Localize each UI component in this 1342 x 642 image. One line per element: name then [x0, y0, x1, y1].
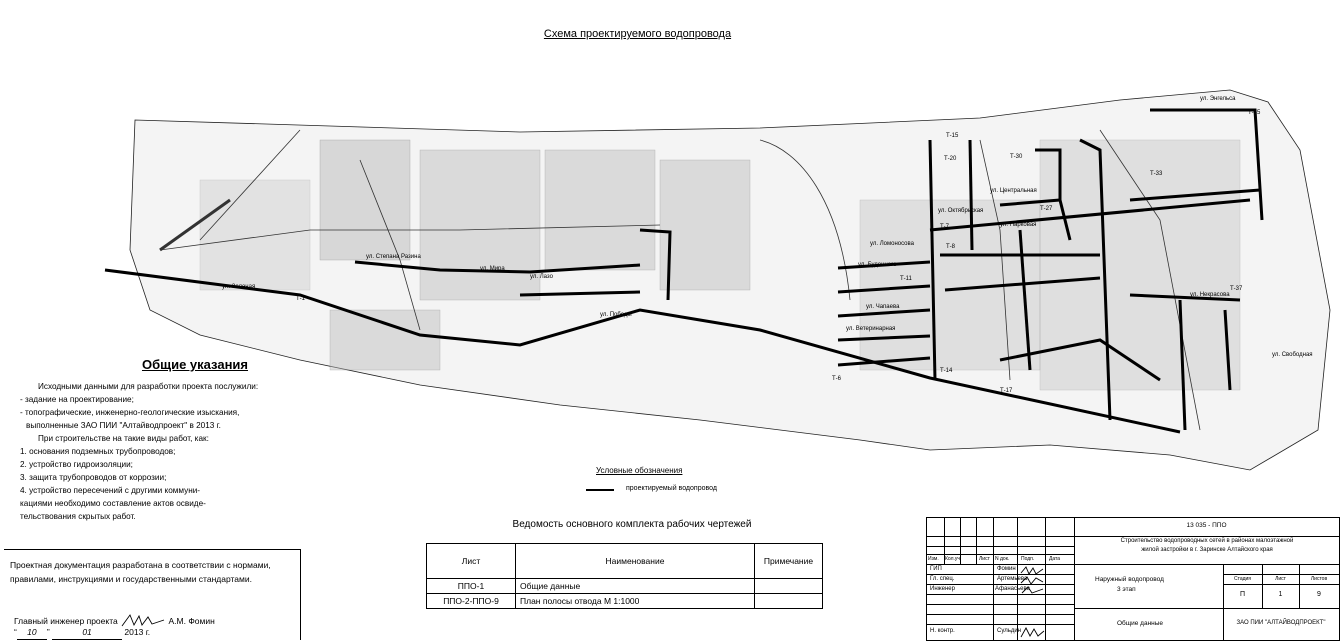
cell-sheet: ППО-1: [427, 579, 516, 594]
map-label: ул. Октябрьская: [938, 208, 984, 214]
role-name: Афанасьева: [995, 586, 1030, 592]
object-stage: 3 этап: [1117, 586, 1136, 593]
role-name: Фомин: [997, 566, 1016, 572]
date-year: 2013 г.: [124, 627, 151, 637]
map-label: Т-37: [1230, 286, 1243, 292]
map-label: ул. Энгельса: [1200, 96, 1236, 102]
instruction-line: 2. устройство гидроизоляции;: [20, 460, 133, 469]
map-label: ул. Победы: [600, 312, 632, 318]
map-label: ул. Зеленая: [222, 284, 256, 290]
map-label: Т-27: [1040, 206, 1053, 212]
project-title-line-2: жилой застройки в г. Заринске Алтайского края: [1141, 547, 1273, 553]
col-header: Подп.: [1021, 556, 1035, 562]
map-label: Т-1: [296, 296, 305, 302]
legend-title: Условные обозначения: [596, 466, 683, 475]
col-header: Кол.уч.: [945, 556, 962, 562]
object-name: Наружный водопровод: [1095, 576, 1164, 583]
instruction-line: - задание на проектирование;: [20, 395, 134, 404]
map-label: ул. Мира: [480, 266, 505, 272]
sheet-value: 1: [1278, 591, 1283, 598]
engineer-name: А.М. Фомин: [168, 616, 215, 626]
map-label: ул. Чапаева: [866, 304, 900, 310]
map-label: Т-11: [900, 276, 912, 282]
header-note: Примечание: [755, 544, 823, 579]
legend-pipeline-swatch: [586, 489, 614, 491]
date-day: 10: [17, 625, 47, 640]
project-title-line-1: Строительство водопроводных сетей в районах малоэтажной: [1120, 538, 1294, 544]
map-label: Т-14: [940, 368, 953, 374]
map-label: Т-33: [1150, 171, 1163, 177]
document-code: 13 035 - ППО: [1186, 522, 1227, 529]
statement-text: Проектная документация разработана в соответствии с нормами, правилами, инструкциями и государственными стандартами.: [10, 560, 271, 584]
col-header: Стадия: [1233, 576, 1252, 582]
map-label: ул. Центральная: [990, 188, 1037, 194]
title-block: [926, 517, 1340, 641]
company-name: ЗАО ПИИ "АЛТАЙВОДПРОЕКТ": [1236, 620, 1326, 626]
instruction-line: 3. защита трубопроводов от коррозии;: [20, 473, 167, 482]
map-label: ул. Степана Разина: [366, 254, 421, 260]
role-label: ГИП: [930, 566, 942, 572]
role-label: Гл. спец.: [930, 576, 955, 582]
map-label: Т-35: [1248, 110, 1261, 116]
col-header: Лист: [1275, 576, 1286, 582]
map-label: ул. Парковая: [1000, 222, 1037, 228]
map-label: Т-7: [940, 224, 949, 230]
instruction-line: выполненные ЗАО ПИИ "Алтайводпроект" в 2013 г.: [26, 421, 221, 430]
role-name: Артемьева: [997, 576, 1028, 582]
map-label: ул. Ветеринарная: [846, 326, 896, 332]
map-label: ул. Ломоносова: [870, 241, 914, 247]
engineer-title: Главный инженер проекта: [14, 616, 118, 626]
stage-value: П: [1239, 591, 1246, 598]
general-instructions: [20, 380, 300, 523]
document-name: Общие данные: [1117, 620, 1164, 627]
map-label: ул. Некрасова: [1190, 292, 1230, 298]
cell-note: [755, 594, 823, 609]
table-row: [427, 579, 823, 594]
col-header: Лист: [979, 556, 990, 562]
col-header: N док.: [995, 556, 1010, 562]
signature-icon: [1019, 625, 1045, 639]
legend-pipeline-label: проектируемый водопровод: [626, 485, 717, 492]
drawings-list-title: Ведомость основного комплекта рабочих чертежей: [512, 519, 752, 530]
cell-sheet: ППО-2-ППО-9: [427, 594, 516, 609]
general-instructions-title: Общие указания: [141, 357, 249, 372]
instruction-line: тельствования скрытых работ.: [20, 512, 136, 521]
signature-icon: [1019, 565, 1045, 595]
instruction-line: кациями необходимо составление актов освиде-: [20, 499, 206, 508]
map-label: Т-8: [946, 244, 955, 250]
compliance-statement: [4, 549, 301, 640]
table-row: [427, 594, 823, 609]
col-header: Листов: [1310, 576, 1328, 582]
map-label: ул. Свободная: [1272, 352, 1313, 358]
instruction-line: Исходными данными для разработки проекта послужили:: [38, 382, 259, 391]
cell-note: [755, 579, 823, 594]
map-label: Т-6: [832, 376, 841, 382]
map-label: Т-15: [946, 133, 959, 139]
statement-date: “ 10 ” 01 2013 г.: [14, 625, 150, 640]
map-label: Т-17: [1000, 388, 1013, 394]
cell-name: План полосы отвода М 1:1000: [516, 594, 755, 609]
map-label: ул. Лазо: [530, 274, 553, 280]
map-label: Т-30: [1010, 154, 1023, 160]
scheme-title: Схема проектируемого водопровода: [543, 28, 732, 40]
instruction-line: При строительстве на такие виды работ, как:: [38, 434, 209, 443]
role-label: Инженер: [930, 586, 955, 592]
instruction-line: 4. устройство пересечений с другими коммуни-: [20, 486, 201, 495]
header-sheet: Лист: [427, 544, 516, 579]
cell-name: Общие данные: [516, 579, 755, 594]
map-label: Т-20: [944, 156, 957, 162]
instruction-line: - топографические, инженерно-геологические изыскания,: [20, 408, 240, 417]
map-label: ул. Буденного: [858, 262, 897, 268]
table-header-row: [427, 544, 823, 579]
role-label: Н. контр.: [930, 628, 955, 634]
role-name: Сульдин: [997, 628, 1021, 634]
col-header: Изм.: [928, 556, 939, 562]
col-header: Дата: [1049, 556, 1061, 562]
instruction-line: 1. основания подземных трубопроводов;: [20, 447, 176, 456]
header-name: Наименование: [516, 544, 755, 579]
sheets-value: 9: [1317, 591, 1321, 598]
date-month: 01: [52, 625, 122, 640]
drawings-list-table: [426, 543, 823, 609]
